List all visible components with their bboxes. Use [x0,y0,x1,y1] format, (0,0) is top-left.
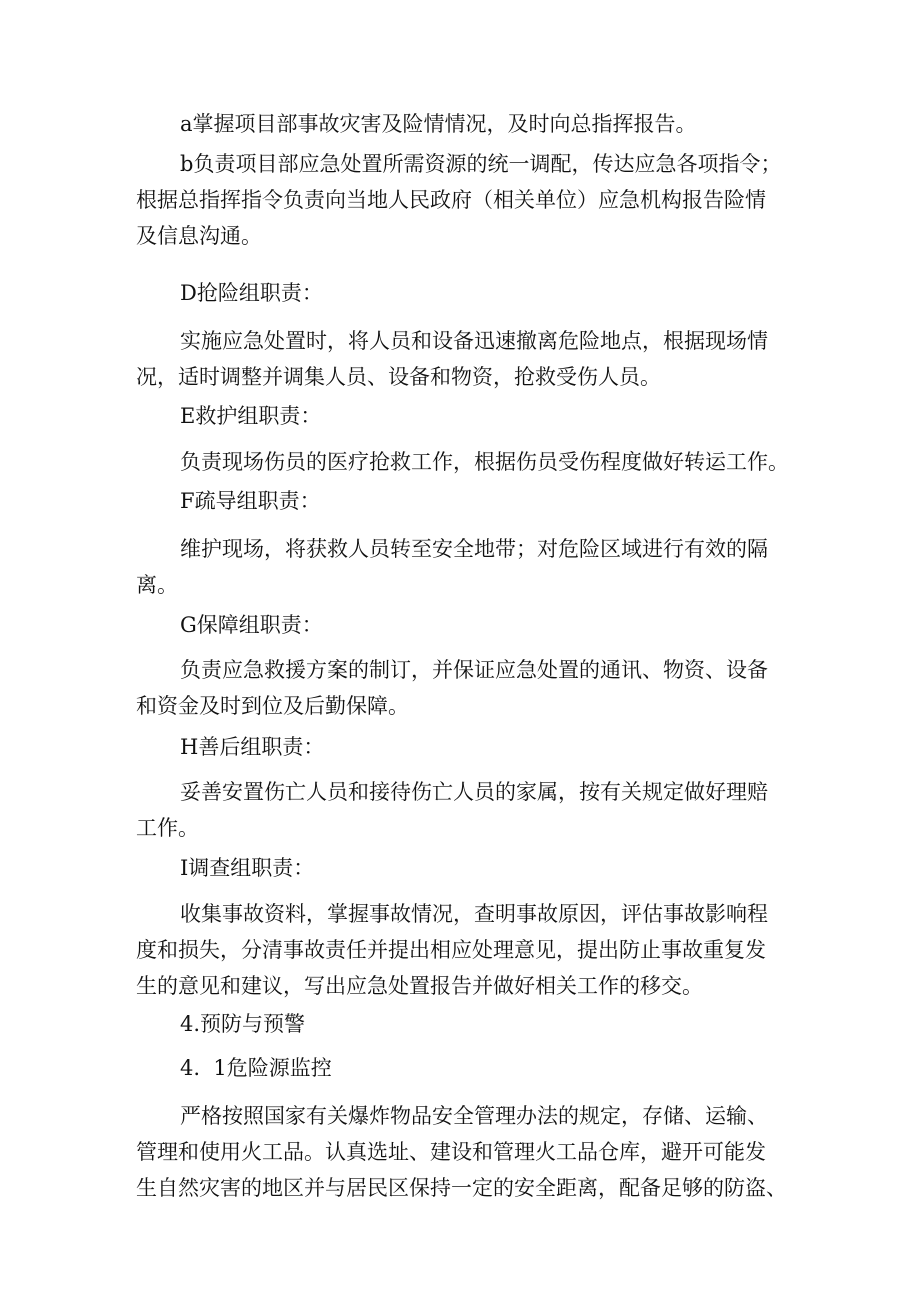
text-line: 生自然灾害的地区并与居民区保持一定的安全距离，配备足够的防盗、 [136,1176,787,1200]
text-line: E救护组职责： [180,404,322,428]
text-line: 生的意见和建议，写出应急处置报告并做好相关工作的移交。 [136,974,703,998]
text-line: D抢险组职责： [180,281,323,305]
text-line: 度和损失，分清事故责任并提出相应处理意见，提出防止事故重复发 [136,938,766,962]
paragraph-2 [136,146,796,254]
section-heading-aftermath-group [136,729,796,765]
text-line: H善后组职责： [180,735,325,759]
text-line: 4. 1危险源监控 [180,1056,332,1080]
text-line: G保障组职责： [180,613,323,637]
subsection-heading-hazard-monitoring [136,1050,796,1086]
text-line: a掌握项目部事故灾害及险情情况，及时向总指挥报告。 [180,112,697,136]
text-line: 维护现场，将获救人员转至安全地带；对危险区域进行有效的隔 [180,537,768,561]
paragraph-hazard-monitoring [136,1098,796,1206]
paragraph-investigation-group [136,896,796,1004]
text-line: 根据总指挥指令负责向当地人民政府（相关单位）应急机构报告险情 [136,188,766,212]
paragraph-1 [136,106,796,142]
section-heading-investigation-group [136,850,796,886]
text-line: F疏导组职责： [180,489,321,513]
text-line: 严格按照国家有关爆炸物品安全管理办法的规定，存储、运输、 [180,1104,768,1128]
section-heading-medical-group [136,398,796,434]
text-line: 和资金及时到位及后勤保障。 [136,694,409,718]
text-line: 负责现场伤员的医疗抢救工作，根据伤员受伤程度做好转运工作。 [180,450,789,474]
text-line: 况，适时调整并调集人员、设备和物资，抢救受伤人员。 [136,365,661,389]
text-line: 工作。 [136,816,199,840]
text-line: 妥善安置伤亡人员和接待伤亡人员的家属，按有关规定做好理赔 [180,780,768,804]
text-line: 及信息沟通。 [136,224,262,248]
text-line: I调查组职责： [180,856,315,880]
text-line: 管理和使用火工品。认真选址、建设和管理火工品仓库，避开可能发 [136,1140,766,1164]
text-line: 实施应急处置时，将人员和设备迅速撤离危险地点，根据现场情 [180,329,768,353]
section-heading-evacuation-group [136,483,796,519]
paragraph-support-group [136,652,796,724]
text-line: 负责应急救援方案的制订，并保证应急处置的通讯、物资、设备 [180,658,768,682]
paragraph-evacuation-group [136,531,796,603]
paragraph-medical-group [136,444,796,480]
section-heading-rescue-group [136,275,796,311]
paragraph-aftermath-group [136,774,796,846]
text-line: 4.预防与预警 [180,1012,306,1036]
paragraph-rescue-group [136,323,796,395]
section-heading-support-group [136,607,796,643]
text-line: b负责项目部应急处置所需资源的统一调配，传达应急各项指令； [180,152,782,176]
section-heading-prevention [136,1006,796,1042]
text-line: 收集事故资料，掌握事故情况，查明事故原因，评估事故影响程 [180,902,768,926]
text-line: 离。 [136,573,178,597]
